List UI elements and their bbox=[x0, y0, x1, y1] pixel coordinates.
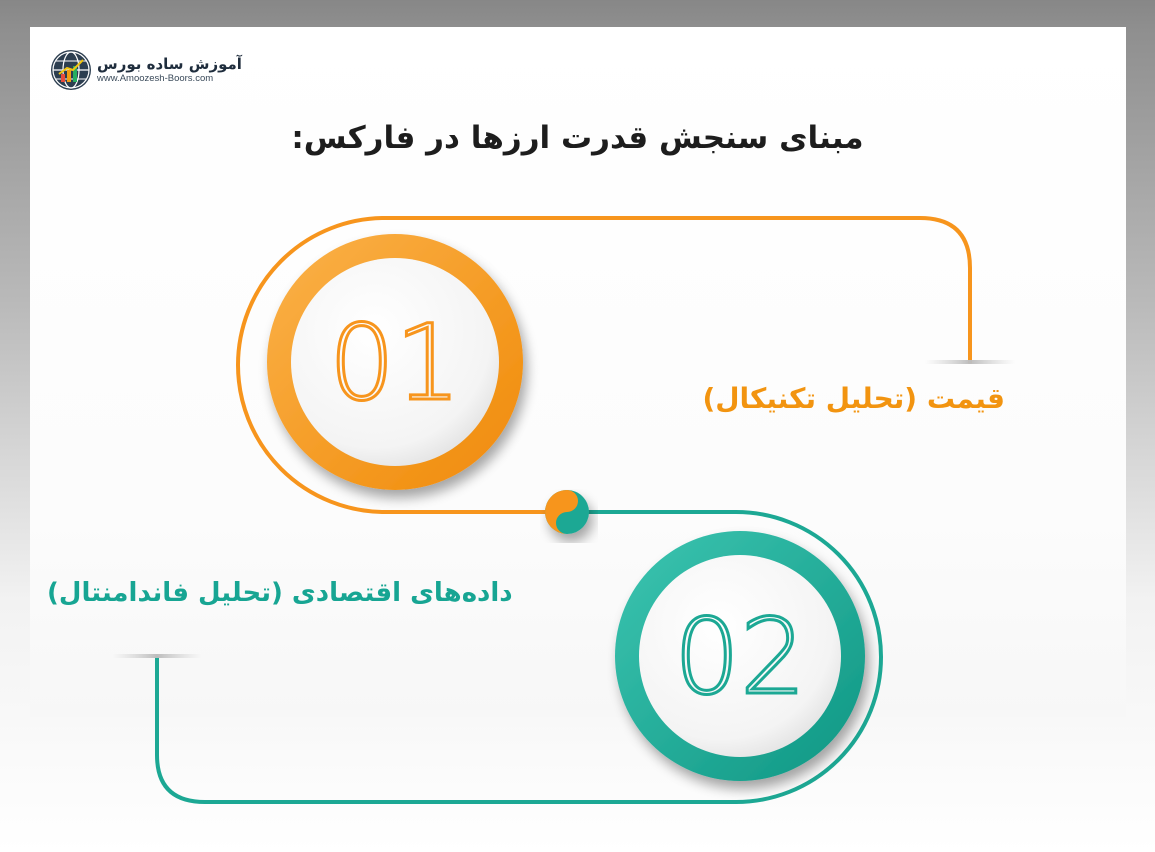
path-end-shadow-2 bbox=[112, 654, 202, 658]
brand-name: آموزش ساده بورس bbox=[97, 55, 242, 73]
step-2-number: 02 bbox=[673, 596, 807, 718]
step-2-label: داده‌های اقتصادی (تحلیل فاندامنتال) bbox=[47, 578, 513, 608]
step-1-number: 01 bbox=[328, 302, 462, 424]
connector-dot-icon bbox=[545, 490, 589, 534]
page-title: مبنای سنجش قدرت ارزها در فارکس: bbox=[291, 120, 864, 156]
brand-url: www.Amoozesh-Boors.com bbox=[97, 73, 214, 84]
path-end-shadow-1 bbox=[925, 360, 1015, 364]
step-1-label: قیمت (تحلیل تکنیکال) bbox=[702, 382, 1005, 415]
